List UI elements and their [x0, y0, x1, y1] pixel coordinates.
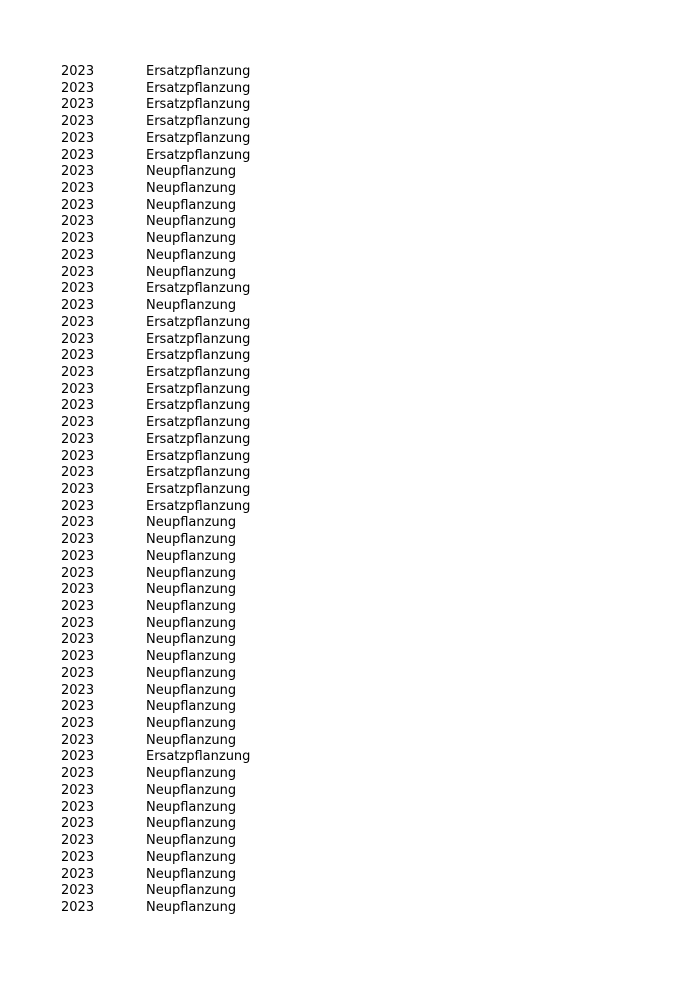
table-row: [0, 733, 700, 750]
table-row: [0, 900, 700, 917]
year-cell: 2023: [61, 465, 95, 481]
table-row: [0, 599, 700, 616]
planting-type-cell: Neupflanzung: [146, 632, 237, 648]
table-row: [0, 315, 700, 332]
planting-type-cell: Ersatzpflanzung: [146, 364, 251, 380]
planting-type-cell: Neupflanzung: [146, 181, 237, 197]
table-row: [0, 365, 700, 382]
year-cell: 2023: [61, 164, 95, 180]
year-cell: 2023: [61, 632, 95, 648]
year-cell: 2023: [61, 231, 95, 247]
planting-type-cell: Ersatzpflanzung: [146, 281, 251, 297]
year-cell: 2023: [61, 532, 95, 548]
planting-type-cell: Ersatzpflanzung: [146, 448, 251, 464]
year-cell: 2023: [61, 448, 95, 464]
planting-type-cell: Ersatzpflanzung: [146, 130, 251, 146]
planting-type-cell: Neupflanzung: [146, 565, 237, 581]
table-row: [0, 499, 700, 516]
year-cell: 2023: [61, 147, 95, 163]
year-cell: 2023: [61, 331, 95, 347]
table-row: [0, 332, 700, 349]
planting-type-cell: Neupflanzung: [146, 548, 237, 564]
planting-type-cell: Ersatzpflanzung: [146, 97, 251, 113]
table-row: [0, 783, 700, 800]
table-row: [0, 867, 700, 884]
year-cell: 2023: [61, 615, 95, 631]
year-cell: 2023: [61, 298, 95, 314]
table-row: [0, 64, 700, 81]
year-cell: 2023: [61, 682, 95, 698]
year-cell: 2023: [61, 431, 95, 447]
table-row: [0, 114, 700, 131]
table-row: [0, 298, 700, 315]
table-row: [0, 432, 700, 449]
table-row: [0, 81, 700, 98]
table-row: [0, 532, 700, 549]
year-cell: 2023: [61, 766, 95, 782]
year-cell: 2023: [61, 498, 95, 514]
table-row: [0, 616, 700, 633]
year-cell: 2023: [61, 599, 95, 614]
planting-type-cell: Ersatzpflanzung: [146, 314, 251, 330]
year-cell: 2023: [61, 214, 95, 230]
planting-type-cell: Neupflanzung: [146, 231, 237, 247]
year-cell: 2023: [61, 548, 95, 564]
table-row: [0, 816, 700, 833]
planting-type-cell: Ersatzpflanzung: [146, 415, 251, 431]
year-cell: 2023: [61, 197, 95, 213]
table-row: [0, 632, 700, 649]
year-cell: 2023: [61, 732, 95, 748]
table-row: [0, 515, 700, 532]
year-cell: 2023: [61, 348, 95, 364]
planting-type-cell: Neupflanzung: [146, 582, 237, 598]
planting-type-cell: Neupflanzung: [146, 766, 237, 782]
year-cell: 2023: [61, 247, 95, 263]
table-row: [0, 398, 700, 415]
planting-type-cell: Neupflanzung: [146, 699, 237, 715]
table-row: [0, 198, 700, 215]
table-row: [0, 666, 700, 683]
year-cell: 2023: [61, 314, 95, 330]
planting-type-cell: Ersatzpflanzung: [146, 64, 251, 79]
table-row: [0, 482, 700, 499]
planting-type-cell: Neupflanzung: [146, 264, 237, 280]
planting-type-cell: Neupflanzung: [146, 899, 237, 915]
planting-type-cell: Ersatzpflanzung: [146, 481, 251, 497]
table-row: [0, 683, 700, 700]
year-cell: 2023: [61, 130, 95, 146]
table-row: [0, 281, 700, 298]
planting-type-cell: Neupflanzung: [146, 247, 237, 263]
planting-type-cell: Ersatzpflanzung: [146, 498, 251, 514]
planting-type-cell: Neupflanzung: [146, 665, 237, 681]
planting-type-cell: Neupflanzung: [146, 682, 237, 698]
year-cell: 2023: [61, 80, 95, 96]
year-cell: 2023: [61, 515, 95, 531]
planting-type-cell: Ersatzpflanzung: [146, 381, 251, 397]
table-row: [0, 181, 700, 198]
table-row: [0, 265, 700, 282]
year-cell: 2023: [61, 281, 95, 297]
table-row: [0, 131, 700, 148]
table-row: [0, 582, 700, 599]
year-cell: 2023: [61, 749, 95, 765]
year-cell: 2023: [61, 381, 95, 397]
table-row: [0, 649, 700, 666]
planting-type-cell: Neupflanzung: [146, 883, 237, 899]
planting-type-cell: Neupflanzung: [146, 816, 237, 832]
planting-type-cell: Ersatzpflanzung: [146, 331, 251, 347]
planting-type-cell: Ersatzpflanzung: [146, 465, 251, 481]
planting-type-cell: Neupflanzung: [146, 298, 237, 314]
table-row: [0, 850, 700, 867]
table-row: [0, 348, 700, 365]
planting-type-cell: Neupflanzung: [146, 615, 237, 631]
table-row: [0, 716, 700, 733]
planting-type-cell: Ersatzpflanzung: [146, 114, 251, 130]
year-cell: 2023: [61, 649, 95, 665]
year-cell: 2023: [61, 64, 95, 79]
year-cell: 2023: [61, 481, 95, 497]
year-cell: 2023: [61, 181, 95, 197]
year-cell: 2023: [61, 665, 95, 681]
planting-type-cell: Neupflanzung: [146, 197, 237, 213]
year-cell: 2023: [61, 364, 95, 380]
planting-type-cell: Neupflanzung: [146, 866, 237, 882]
year-cell: 2023: [61, 398, 95, 414]
table-row: [0, 883, 700, 900]
planting-type-cell: Neupflanzung: [146, 849, 237, 865]
planting-type-cell: Neupflanzung: [146, 532, 237, 548]
table-row: [0, 465, 700, 482]
year-cell: 2023: [61, 415, 95, 431]
year-cell: 2023: [61, 883, 95, 899]
table-row: [0, 800, 700, 817]
table-row: [0, 231, 700, 248]
year-cell: 2023: [61, 799, 95, 815]
planting-type-cell: Ersatzpflanzung: [146, 348, 251, 364]
table-row: [0, 833, 700, 850]
table-row: [0, 449, 700, 466]
planting-type-cell: Neupflanzung: [146, 716, 237, 732]
planting-type-cell: Neupflanzung: [146, 782, 237, 798]
table-row: [0, 248, 700, 265]
table-row: [0, 214, 700, 231]
planting-type-cell: Ersatzpflanzung: [146, 749, 251, 765]
planting-type-cell: Neupflanzung: [146, 164, 237, 180]
planting-type-cell: Neupflanzung: [146, 649, 237, 665]
year-cell: 2023: [61, 565, 95, 581]
table-row: [0, 549, 700, 566]
planting-type-cell: Neupflanzung: [146, 833, 237, 849]
year-cell: 2023: [61, 264, 95, 280]
table-row: [0, 766, 700, 783]
table-row: [0, 382, 700, 399]
planting-type-cell: Neupflanzung: [146, 214, 237, 230]
table-row: [0, 566, 700, 583]
data-table: [0, 64, 700, 917]
year-cell: 2023: [61, 816, 95, 832]
table-row: [0, 97, 700, 114]
year-cell: 2023: [61, 716, 95, 732]
planting-type-cell: Neupflanzung: [146, 599, 237, 614]
table-row: [0, 415, 700, 432]
planting-type-cell: Ersatzpflanzung: [146, 431, 251, 447]
table-row: [0, 749, 700, 766]
planting-type-cell: Neupflanzung: [146, 799, 237, 815]
planting-type-cell: Ersatzpflanzung: [146, 147, 251, 163]
planting-type-cell: Neupflanzung: [146, 732, 237, 748]
planting-type-cell: Neupflanzung: [146, 515, 237, 531]
year-cell: 2023: [61, 782, 95, 798]
year-cell: 2023: [61, 582, 95, 598]
year-cell: 2023: [61, 866, 95, 882]
year-cell: 2023: [61, 849, 95, 865]
year-cell: 2023: [61, 114, 95, 130]
year-cell: 2023: [61, 899, 95, 915]
year-cell: 2023: [61, 97, 95, 113]
table-row: [0, 164, 700, 181]
planting-type-cell: Ersatzpflanzung: [146, 398, 251, 414]
table-row: [0, 148, 700, 165]
year-cell: 2023: [61, 833, 95, 849]
year-cell: 2023: [61, 699, 95, 715]
planting-type-cell: Ersatzpflanzung: [146, 80, 251, 96]
table-row: [0, 699, 700, 716]
